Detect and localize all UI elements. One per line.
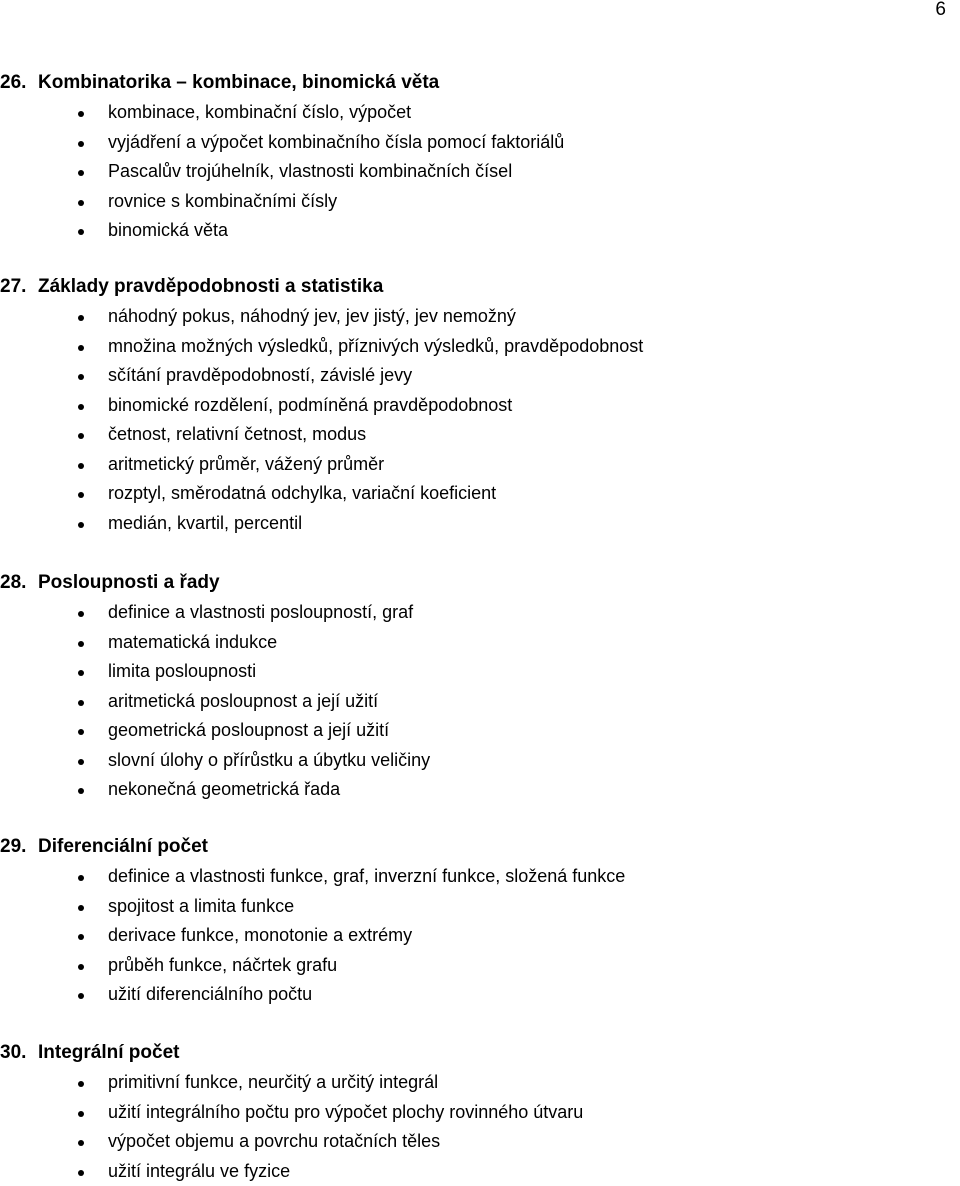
bullet-icon bbox=[78, 345, 84, 351]
section-number: 30. bbox=[0, 1042, 27, 1063]
section-number: 29. bbox=[0, 836, 27, 857]
bullet-icon bbox=[78, 611, 84, 617]
list-item-text: medián, kvartil, percentil bbox=[108, 512, 303, 533]
bullet-icon bbox=[78, 700, 84, 706]
bullet-icon bbox=[78, 522, 84, 528]
list-item-text: výpočet objemu a povrchu rotačních těles bbox=[108, 1131, 441, 1151]
bullet-icon bbox=[78, 759, 84, 765]
bullet-icon bbox=[78, 229, 84, 235]
list-item-text: sčítání pravděpodobností, závislé jevy bbox=[108, 365, 413, 385]
list-item-text: aritmetický průměr, vážený průměr bbox=[108, 453, 385, 474]
list-item-text: kombinace, kombinační číslo, výpočet bbox=[108, 102, 412, 122]
section-title: Základy pravděpodobnosti a statistika bbox=[38, 276, 384, 297]
list-item-text: matematická indukce bbox=[108, 631, 278, 652]
bullet-icon bbox=[78, 463, 84, 469]
bullet-icon bbox=[78, 200, 84, 206]
list-item-text: binomické rozdělení, podmíněná pravděpodobnost bbox=[108, 394, 513, 415]
list-item-text: Pascalův trojúhelník, vlastnosti kombinačních čísel bbox=[108, 161, 513, 181]
bullet-icon bbox=[78, 670, 84, 676]
list-item-text: rovnice s kombinačními čísly bbox=[108, 190, 338, 211]
section-number: 27. bbox=[0, 276, 27, 297]
section-title: Posloupnosti a řady bbox=[38, 572, 220, 593]
bullet-icon bbox=[78, 374, 84, 380]
section-title: Kombinatorika – kombinace, binomická věta bbox=[38, 72, 440, 93]
list-item-text: primitivní funkce, neurčitý a určitý integrál bbox=[108, 1072, 439, 1092]
bullet-icon bbox=[78, 993, 84, 999]
bullet-icon bbox=[78, 492, 84, 498]
bullet-icon bbox=[78, 729, 84, 735]
list-item-text: derivace funkce, monotonie a extrémy bbox=[108, 925, 413, 945]
page-number: 6 bbox=[935, 0, 946, 20]
bullet-icon bbox=[78, 315, 84, 321]
list-item-text: aritmetická posloupnost a její užití bbox=[108, 690, 379, 711]
bullet-icon bbox=[78, 875, 84, 881]
list-item-text: rozptyl, směrodatná odchylka, variační koeficient bbox=[108, 483, 497, 503]
list-item-text: užití integrálu ve fyzice bbox=[108, 1160, 291, 1181]
list-item-text: geometrická posloupnost a její užití bbox=[108, 720, 390, 740]
list-item-text: binomická věta bbox=[108, 220, 229, 240]
section-number: 26. bbox=[0, 72, 27, 93]
bullet-icon bbox=[78, 1140, 84, 1146]
list-item-text: vyjádření a výpočet kombinačního čísla pomocí faktoriálů bbox=[108, 131, 565, 152]
list-item-text: definice a vlastnosti funkce, graf, inverzní funkce, složená funkce bbox=[108, 866, 626, 886]
list-item-text: definice a vlastnosti posloupností, graf bbox=[108, 602, 414, 622]
list-item-text: četnost, relativní četnost, modus bbox=[108, 424, 367, 444]
list-item-text: spojitost a limita funkce bbox=[108, 895, 295, 916]
bullet-icon bbox=[78, 934, 84, 940]
list-item-text: užití diferenciálního počtu bbox=[108, 984, 313, 1004]
list-item-text: užití integrálního počtu pro výpočet plochy rovinného útvaru bbox=[108, 1101, 584, 1122]
list-item-text: průběh funkce, náčrtek grafu bbox=[108, 954, 338, 975]
bullet-icon bbox=[78, 1170, 84, 1176]
section-title: Integrální počet bbox=[38, 1042, 180, 1063]
list-item-text: náhodný pokus, náhodný jev, jev jistý, jev nemožný bbox=[108, 306, 516, 326]
bullet-icon bbox=[78, 141, 84, 147]
list-item-text: slovní úlohy o přírůstku a úbytku veličiny bbox=[108, 749, 431, 770]
bullet-icon bbox=[78, 111, 84, 117]
list-item-text: nekonečná geometrická řada bbox=[108, 779, 341, 799]
bullet-icon bbox=[78, 1081, 84, 1087]
section-title: Diferenciální počet bbox=[38, 836, 208, 857]
bullet-icon bbox=[78, 404, 84, 410]
bullet-icon bbox=[78, 1111, 84, 1117]
bullet-icon bbox=[78, 433, 84, 439]
section-number: 28. bbox=[0, 572, 27, 593]
bullet-icon bbox=[78, 641, 84, 647]
bullet-icon bbox=[78, 905, 84, 911]
bullet-icon bbox=[78, 170, 84, 176]
bullet-icon bbox=[78, 964, 84, 970]
bullet-icon bbox=[78, 788, 84, 794]
list-item-text: množina možných výsledků, příznivých výsledků, pravděpodobnost bbox=[108, 335, 644, 356]
list-item-text: limita posloupnosti bbox=[108, 661, 257, 681]
